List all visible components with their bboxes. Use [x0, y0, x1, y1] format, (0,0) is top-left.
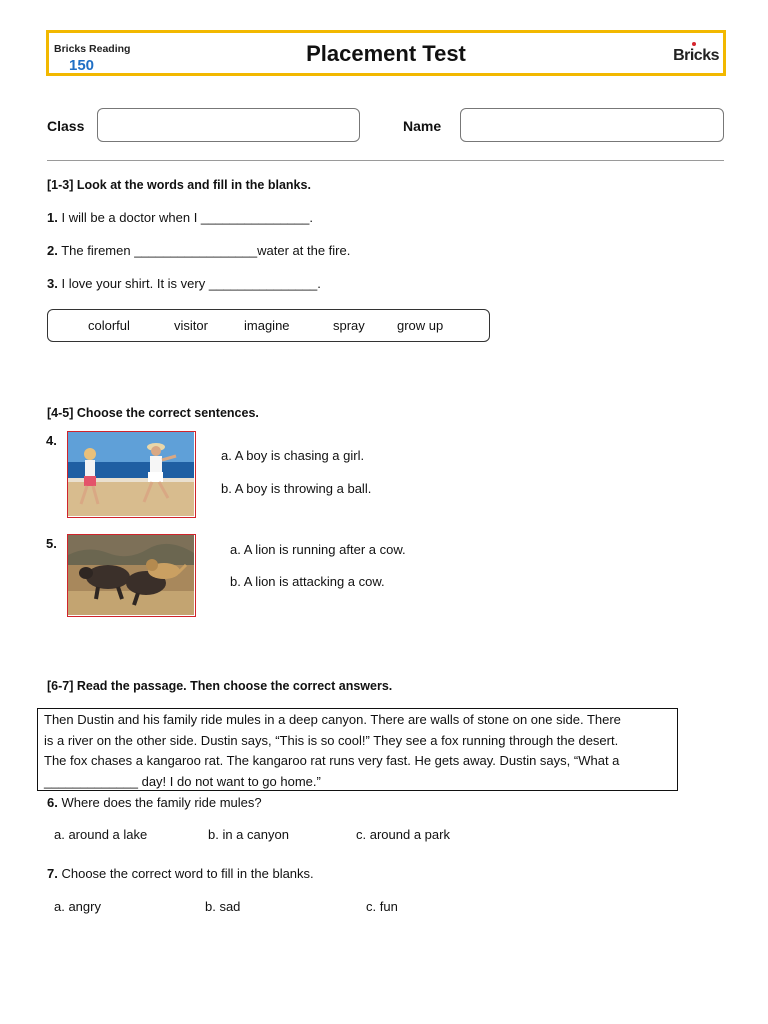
word-bank-item: colorful	[88, 318, 130, 333]
name-field[interactable]	[460, 108, 724, 142]
option-6c[interactable]: c. around a park	[356, 827, 450, 842]
section-heading-6-7: [6-7] Read the passage. Then choose the correct answers.	[47, 679, 393, 693]
passage-line: The fox chases a kangaroo rat. The kangaroo rat runs very fast. He gets away. Dustin says, “What a	[44, 753, 620, 768]
word-bank-item: imagine	[244, 318, 290, 333]
class-label: Class	[47, 118, 85, 134]
lion-buffalo-photo	[67, 534, 196, 617]
page-title: Placement Test	[306, 41, 466, 66]
word-bank-item: grow up	[397, 318, 444, 333]
option-6b[interactable]: b. in a canyon	[208, 827, 289, 842]
option-7b[interactable]: b. sad	[205, 899, 241, 914]
option-7c[interactable]: c. fun	[366, 899, 398, 914]
section-heading-1-3: [1-3] Look at the words and fill in the blanks.	[47, 178, 311, 192]
option-4b[interactable]: b. A boy is throwing a ball.	[221, 481, 372, 496]
word-bank	[47, 309, 490, 342]
divider	[47, 160, 724, 161]
question-1: 1. I will be a doctor when I _______________.	[47, 210, 313, 225]
option-6a[interactable]: a. around a lake	[54, 827, 148, 842]
question-5-number: 5.	[46, 536, 57, 551]
passage-line: Then Dustin and his family ride mules in a deep canyon. There are walls of stone on one side. There	[44, 712, 621, 727]
logo-dot-icon	[692, 42, 696, 46]
word-bank-item: spray	[333, 318, 365, 333]
passage-line: _____________ day! I do not want to go home.”	[44, 773, 321, 789]
level-number: 150	[69, 57, 95, 74]
name-label: Name	[403, 118, 442, 134]
option-5a[interactable]: a. A lion is running after a cow.	[230, 542, 406, 557]
question-4-number: 4.	[46, 433, 57, 448]
passage-line: is a river on the other side. Dustin says, “This is so cool!” They see a fox running through the desert.	[44, 732, 619, 748]
bricks-logo: Br icks	[673, 47, 719, 65]
reading-passage	[37, 708, 678, 791]
question-2: 2. The firemen _________________water at the fire.	[47, 243, 351, 258]
series-name: Bricks Reading	[54, 43, 131, 55]
option-5b[interactable]: b. A lion is attacking a cow.	[230, 574, 385, 589]
section-heading-4-5: [4-5] Choose the correct sentences.	[47, 406, 259, 420]
word-bank-item: visitor	[174, 318, 208, 333]
option-7a[interactable]: a. angry	[54, 899, 101, 914]
option-4a[interactable]: a. A boy is chasing a girl.	[221, 448, 365, 463]
question-6: 6. Where does the family ride mules?	[47, 795, 262, 810]
beach-photo	[67, 431, 196, 518]
header-box	[46, 30, 726, 76]
question-3: 3. I love your shirt. It is very _______________.	[47, 276, 321, 291]
class-field[interactable]	[97, 108, 360, 142]
question-7: 7. Choose the correct word to fill in the blanks.	[47, 866, 314, 881]
